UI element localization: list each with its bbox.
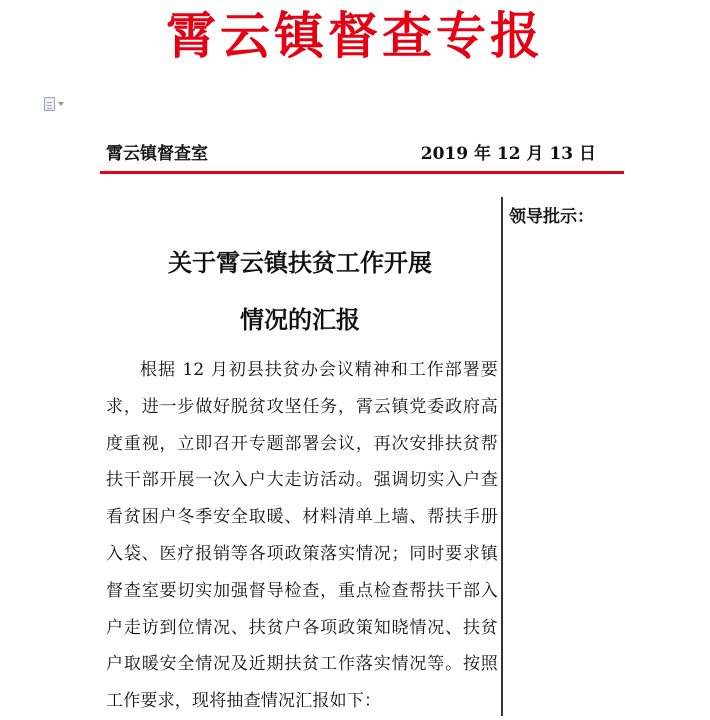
issuer-name: 霄云镇督查室 (106, 144, 208, 164)
masthead-title: 霄云镇督查专报 (166, 7, 544, 65)
report-title-line-1: 关于霄云镇扶贫工作开展 (168, 248, 432, 277)
document-page-icon (44, 97, 55, 111)
header-divider (100, 171, 624, 174)
document-icon[interactable] (44, 96, 70, 112)
report-body: 根据 12 月初县扶贫办会议精神和工作部署要求，进一步做好脱贫攻坚任务，霄云镇党委政府高度重视，立即召开专题部署会议，再次安排扶贫帮扶干部开展一次入户大走访活动。强调切实入户查看贫困户冬季安全取暖、材料清单上墙、帮扶手册入袋、医疗报销等各项政策落实情况；同时要求镇督查室要切实加强督导检查，重点检查帮扶干部入户走访到位情况、扶贫户各项政策知晓情况、扶贫户取暖安全情况及近期扶贫工作落实情况等。按照工作要求，现将抽查情况汇报如下： (106, 360, 498, 712)
leader-comment-label: 领导批示： (509, 207, 594, 227)
sidebar-divider (501, 197, 503, 716)
chevron-down-icon (58, 102, 64, 106)
report-title-line-2: 情况的汇报 (240, 305, 360, 334)
issue-date: 2019 年 12 月 13 日 (420, 144, 596, 164)
